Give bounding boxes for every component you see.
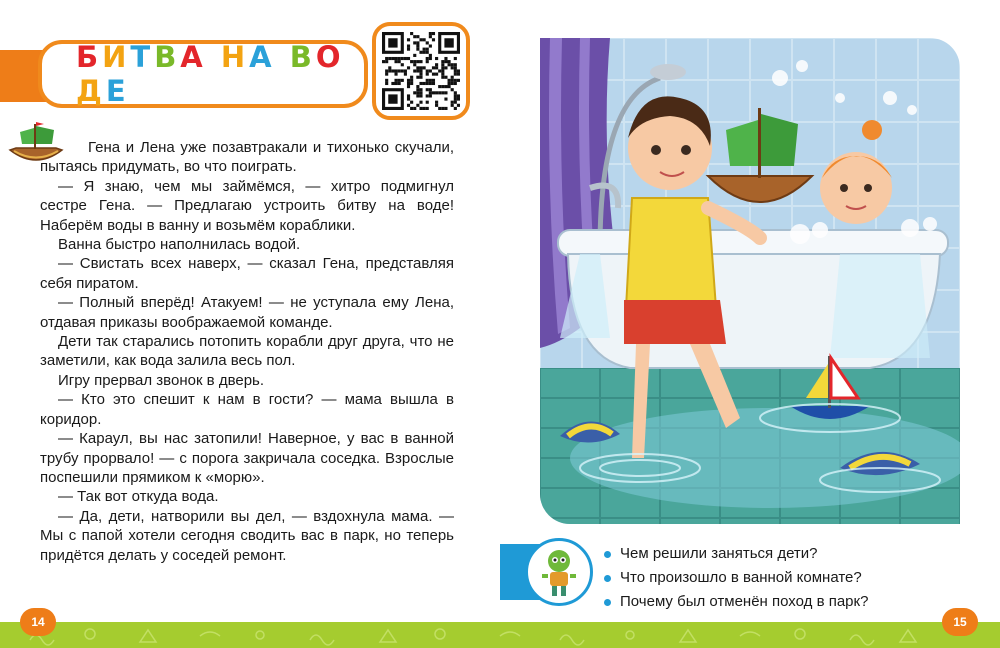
question-item: Почему был отменён поход в парк?: [604, 590, 868, 614]
title-letter: [276, 40, 290, 74]
story-paragraph: Игру прервал звонок в дверь.: [58, 371, 265, 389]
page-number-right: 15: [942, 608, 978, 636]
title-letter: [207, 40, 221, 74]
title-letter: Д: [76, 74, 106, 108]
page-title: [76, 40, 364, 108]
doodle-pattern-icon: [0, 622, 1000, 648]
title-letter: В: [289, 40, 316, 74]
bottom-decor-band: [0, 622, 1000, 648]
qr-code-icon: [382, 32, 460, 110]
story-text: [40, 138, 454, 565]
title-letter: Б: [76, 40, 103, 74]
title-letter: О: [315, 40, 345, 74]
questions-list: [604, 542, 868, 614]
robot-mascot-icon: [528, 541, 590, 603]
title-letter: Н: [220, 40, 250, 74]
title-letter: А: [249, 40, 276, 74]
story-paragraph: — Свистать всех наверх, — сказал Гена, представляя себя пиратом.: [40, 255, 454, 292]
page-number-left: 14: [20, 608, 56, 636]
story-paragraph: — Да, дети, натворили вы дел, — вздохнула мама. — Мы с папой хотели сегодня сводить вас в парк, но теперь придётся делать у соседей ремонт.: [40, 507, 454, 564]
title-letter: И: [102, 40, 131, 74]
story-paragraph: Ванна быстро наполнилась водой.: [58, 236, 301, 254]
story-paragraph: — Так вот откуда вода.: [58, 488, 219, 506]
question-item: Чем решили заняться дети?: [604, 542, 868, 566]
title-letter: А: [180, 40, 207, 74]
title-letter: Е: [105, 74, 130, 108]
story-paragraph: Дети так старались потопить корабли друг друга, что не заметили, как вода залила весь пол.: [40, 333, 454, 370]
title-letter: В: [154, 40, 181, 74]
story-paragraph: Гена и Лена уже позавтракали и тихонько скучали, пытаясь придумать, во что поиграть.: [40, 139, 454, 176]
title-box: [38, 40, 368, 108]
bathroom-illustration: [540, 38, 960, 524]
title-letter: Т: [130, 40, 155, 74]
story-paragraph: — Я знаю, чем мы займёмся, — хитро подмигнул сестре Гена. — Предлагаю устроить битву на воде! Наберём воды в ванну и возьмём кораблики.: [40, 177, 454, 234]
story-paragraph: — Караул, вы нас затопили! Наверное, у вас в ванной трубу прорвало! — с порога закричала соседка. Взрослые поспешили прямиком к «морю».: [40, 430, 454, 486]
story-paragraph: — Кто это спешит к нам в гости? — мама вышла в коридор.: [40, 391, 454, 428]
robot-mascot: [525, 538, 593, 606]
question-item: Что произошло в ванной комнате?: [604, 566, 868, 590]
story-paragraph: — Полный вперёд! Атакуем! — не уступала ему Лена, отдавая приказы воображаемой команде.: [40, 294, 454, 331]
qr-code[interactable]: [372, 22, 470, 120]
